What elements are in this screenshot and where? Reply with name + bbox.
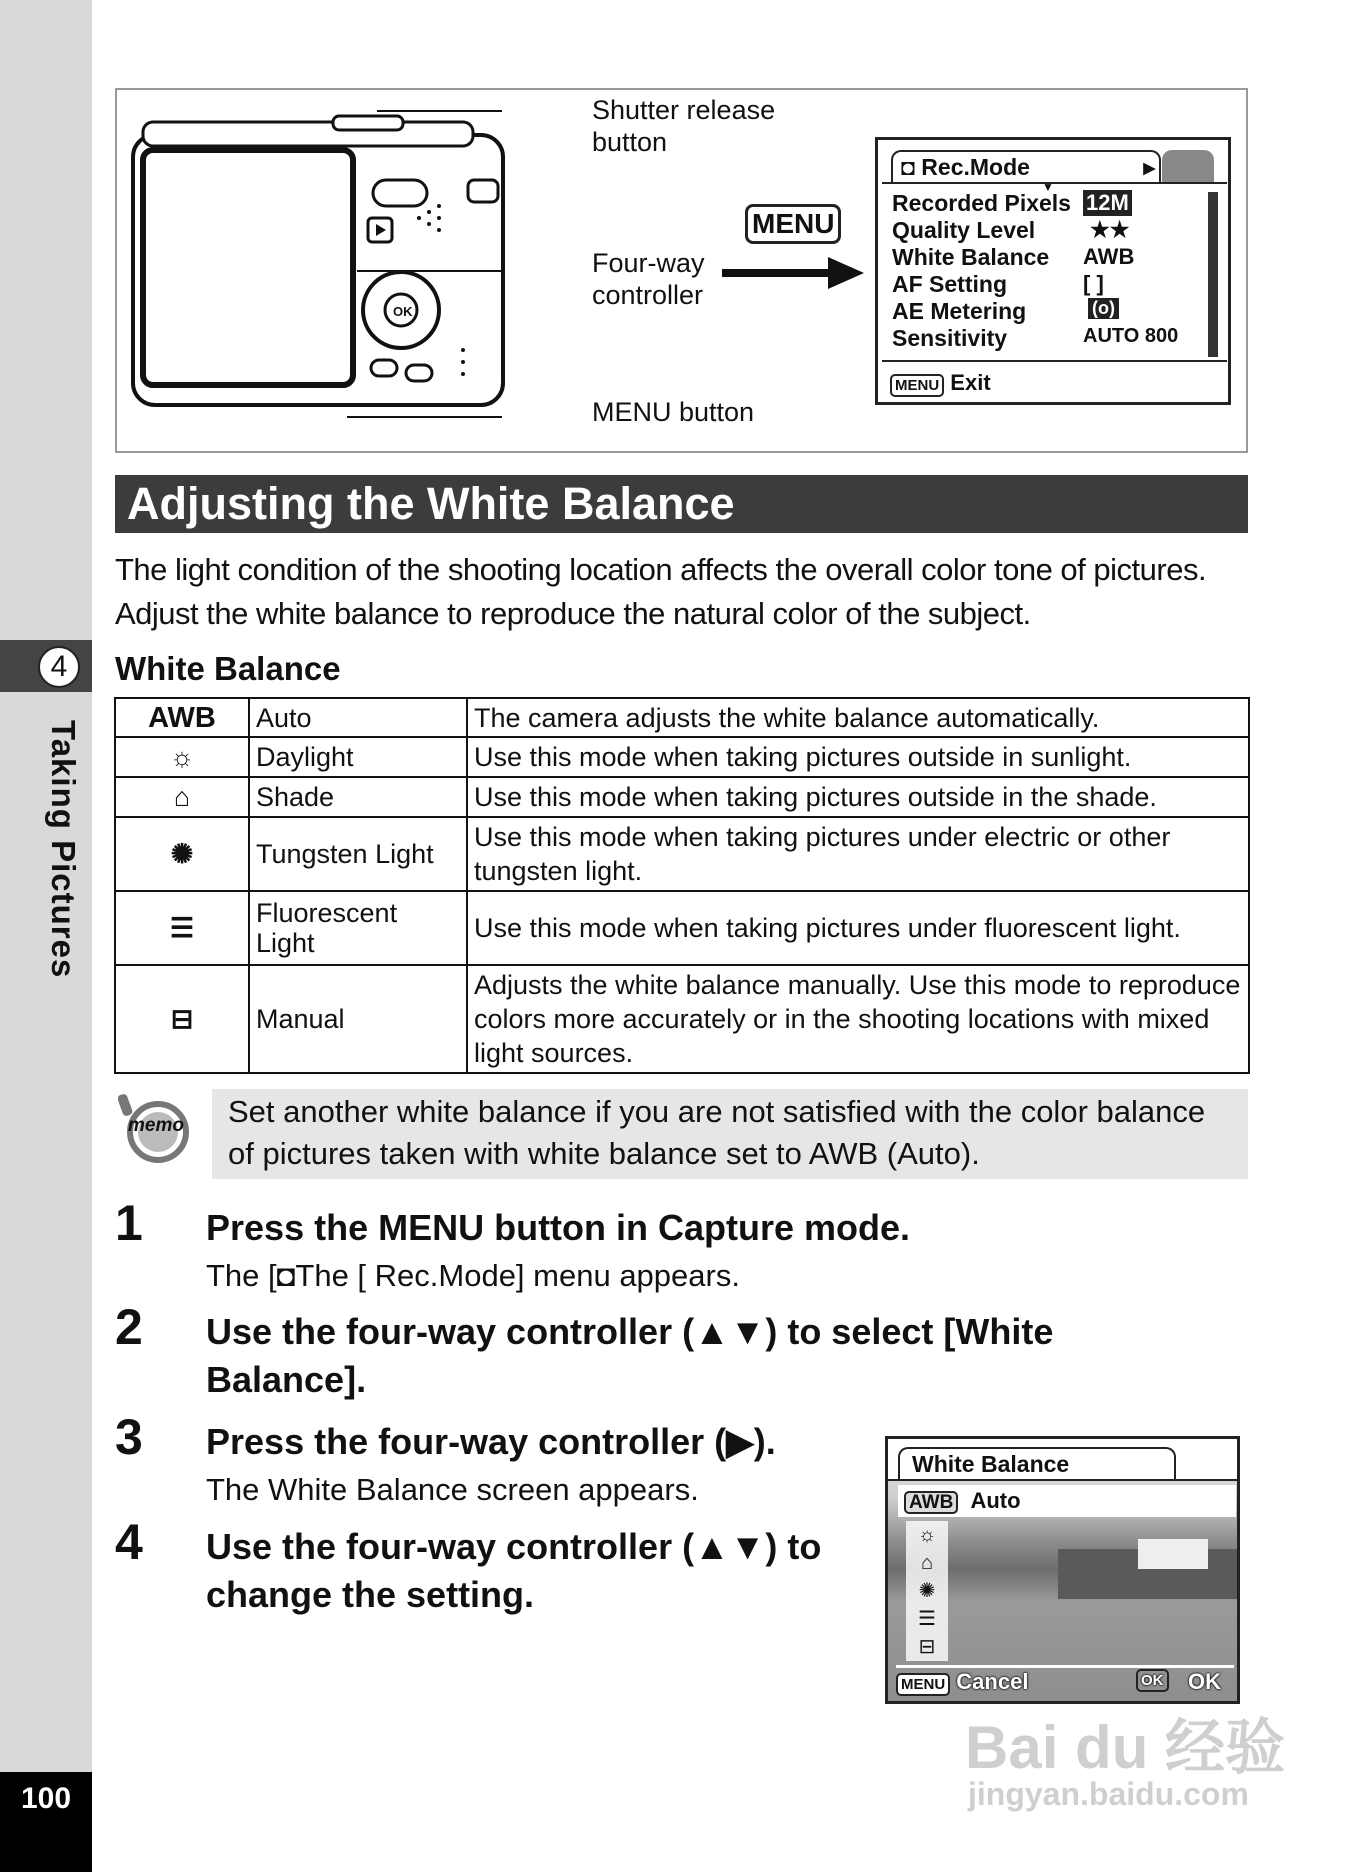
mode-name: Fluorescent Light	[249, 891, 467, 965]
manual-icon: ⊟	[115, 965, 249, 1073]
mode-name: Daylight	[249, 737, 467, 777]
mode-name: Tungsten Light	[249, 817, 467, 891]
menu-row-label: Quality Level	[892, 217, 1036, 243]
white-balance-tab: White Balance	[898, 1447, 1176, 1479]
intro-paragraph: The light condition of the shooting location affects the overall color tone of pictures. Adjust the white balance to reproduce the natural color of the subject.	[115, 552, 1207, 631]
watermark-url: jingyan.baidu.com	[968, 1776, 1249, 1812]
table-row	[115, 965, 1249, 1073]
menu-row-value: AUTO 800	[1083, 325, 1179, 347]
camera-icon: ◘	[901, 154, 915, 180]
manual-option-icon[interactable]: ⊟	[918, 1636, 936, 1658]
section-title: Adjusting the White Balance	[115, 475, 1248, 533]
white-balance-table	[114, 697, 1250, 1074]
selected-label: Auto	[970, 1488, 1021, 1513]
memo-label: memo	[128, 1115, 184, 1136]
mode-description: Use this mode when taking pictures outside in the shade.	[467, 777, 1249, 817]
exit-hint	[890, 370, 991, 397]
menu-row-label: Sensitivity	[892, 325, 1008, 351]
mode-description: Use this mode when taking pictures outside in sunlight.	[467, 737, 1249, 777]
rec-mode-tab	[891, 150, 1161, 182]
watermark-brand: Bai du 经验	[965, 1714, 1286, 1781]
tungsten-icon: ✺	[115, 817, 249, 891]
menu-button-callout: MENU button	[592, 397, 755, 427]
step-title: Press the four-way controller (▶).	[206, 1421, 776, 1462]
menu-row-value: (o)	[1088, 298, 1119, 319]
ok-label[interactable]: OK	[1188, 1669, 1221, 1694]
menu-row-label: AF Setting	[892, 271, 1007, 297]
step-number: 3	[115, 1409, 143, 1465]
mode-description: The camera adjusts the white balance automatically.	[467, 698, 1249, 737]
cursor-down-icon: ▼	[1042, 180, 1054, 194]
awb-badge: AWB	[904, 1491, 958, 1514]
fourway-callout: Four-way controller	[592, 248, 705, 310]
awb-icon: AWB	[115, 698, 249, 737]
step-number: 2	[115, 1299, 143, 1355]
step-title: Use the four-way controller (▲▼) to change the setting.	[206, 1526, 822, 1615]
menu-row-label: AE Metering	[892, 298, 1027, 324]
table-row	[115, 817, 1249, 891]
wb-option-list	[906, 1521, 948, 1661]
ok-key-badge: OK	[1136, 1669, 1169, 1692]
step-description: The [◘The [ Rec.Mode] menu appears.	[206, 1258, 740, 1293]
menu-row-label: Recorded Pixels	[892, 190, 1071, 216]
step-description: The White Balance screen appears.	[206, 1472, 699, 1507]
camera-icon: ◘	[276, 1258, 296, 1293]
menu-key-badge: MENU	[896, 1673, 950, 1696]
setup-tab	[1162, 150, 1214, 182]
white-house	[1138, 1539, 1208, 1569]
cancel-label[interactable]: Cancel	[956, 1669, 1029, 1694]
mode-name: Shade	[249, 777, 467, 817]
shutter-callout: Shutter release button	[592, 95, 776, 157]
fluorescent-icon: ☰	[115, 891, 249, 965]
menu-row-label: White Balance	[892, 244, 1050, 270]
step-number: 4	[115, 1514, 143, 1570]
memo-text: Set another white balance if you are not satisfied with the color balance of pictures taken with white balance set to AWB (Auto).	[212, 1089, 1248, 1179]
table-row	[115, 777, 1249, 817]
tab-arrow-right-icon: ▸	[1143, 154, 1155, 180]
wb-screen-footer	[896, 1669, 1234, 1699]
mode-description: Use this mode when taking pictures under electric or other tungsten light.	[467, 817, 1249, 891]
rec-mode-tab-label: Rec.Mode	[921, 154, 1030, 180]
menu-row-value: 12M	[1083, 190, 1132, 216]
table-row	[115, 698, 1249, 737]
page-number: 100	[20, 1782, 72, 1815]
mode-name: Auto	[249, 698, 467, 737]
table-row	[115, 737, 1249, 777]
rec-mode-menu-screen	[875, 137, 1231, 405]
mode-description: Use this mode when taking pictures under fluorescent light.	[467, 891, 1249, 965]
tungsten-option-icon[interactable]: ✺	[918, 1580, 936, 1602]
menu-row-value: [ ]	[1083, 271, 1104, 296]
arrow-right-icon	[722, 255, 872, 291]
shade-option-icon[interactable]: ⌂	[920, 1552, 934, 1574]
menu-key-badge: MENU	[890, 374, 944, 397]
step-number: 1	[115, 1195, 143, 1251]
step-title: Press the MENU button in Capture mode.	[206, 1207, 911, 1248]
daylight-option-icon[interactable]: ☼	[917, 1524, 937, 1546]
step-title: Use the four-way controller (▲▼) to select [White Balance].	[206, 1311, 1054, 1400]
menu-row-value: ★★	[1090, 217, 1130, 242]
selected-option[interactable]	[898, 1485, 1236, 1517]
exit-label: Exit	[950, 370, 991, 395]
mode-description: Adjusts the white balance manually. Use this mode to reproduce colors more accurately or in the shooting locations with mixed light sources.	[467, 965, 1249, 1073]
chapter-number: 4	[38, 646, 80, 688]
menu-scrollbar	[1208, 192, 1218, 357]
svg-text:OK: OK	[393, 304, 413, 319]
menu-row-value: AWB	[1083, 244, 1135, 269]
mode-name: Manual	[249, 965, 467, 1073]
chapter-title: Taking Pictures	[45, 720, 82, 979]
daylight-icon: ☼	[115, 737, 249, 777]
table-row	[115, 891, 1249, 965]
menu-key-badge: MENU	[745, 204, 841, 244]
fluorescent-option-icon[interactable]: ☰	[918, 1608, 936, 1630]
shade-icon: ⌂	[115, 777, 249, 817]
table-title: White Balance	[115, 650, 341, 687]
white-balance-screen	[885, 1436, 1240, 1704]
